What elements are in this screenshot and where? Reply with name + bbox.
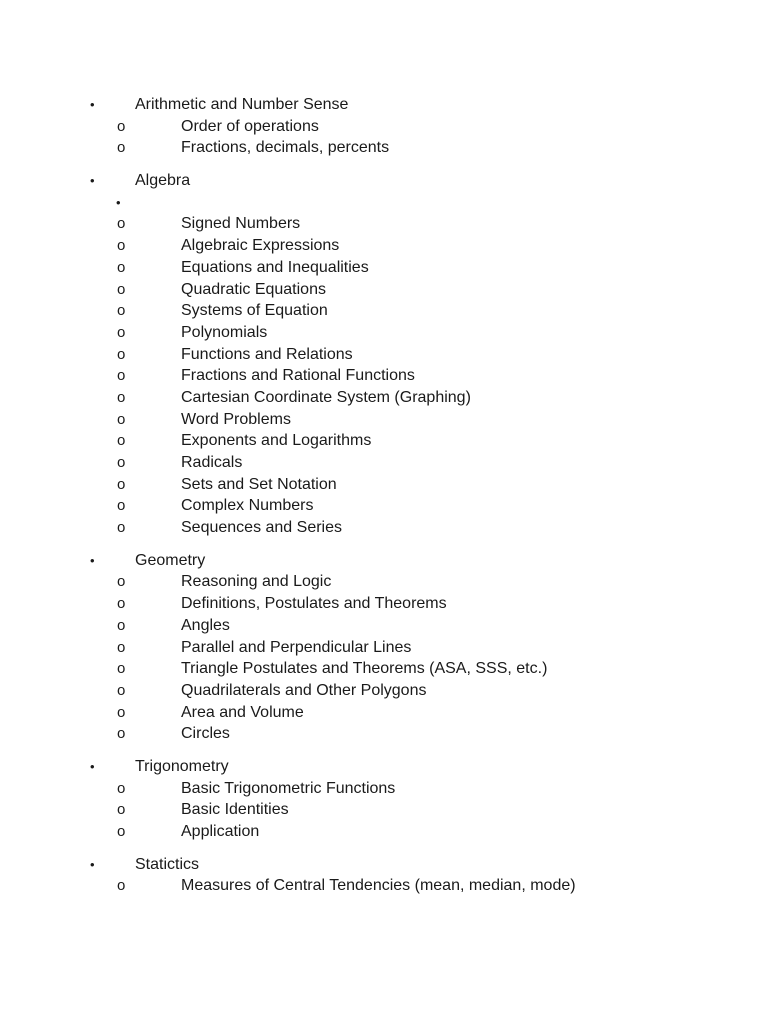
section-heading [0,170,768,192]
list-item-text: Area and Volume [181,703,304,721]
sub-bullet-icon: o [117,638,126,656]
outline-section [0,756,768,843]
bullet-icon: • [90,173,95,189]
list-item [0,365,768,387]
outline-section [0,550,768,745]
sub-bullet-icon: o [117,367,126,385]
sub-bullet-icon: o [117,616,126,634]
outline-section [0,170,768,539]
list-item [0,116,768,138]
section-title: Statictics [135,855,200,873]
bullet-icon: • [90,856,95,872]
list-item-text: Definitions, Postulates and Theorems [181,595,447,613]
list-item-text: Radicals [181,454,243,471]
list-item-text: Triangle Postulates and Theorems (ASA, SSS, etc.) [181,660,548,678]
sub-bullet-icon: o [117,497,126,515]
sub-bullet-icon: o [117,573,126,591]
list-item-text: Parallel and Perpendicular Lines [181,638,412,656]
list-item [0,571,768,593]
sub-bullet-icon: o [117,302,126,320]
list-item [0,344,768,366]
bullet-icon: • [116,194,121,210]
list-item [0,235,768,257]
list-item [0,257,768,279]
list-item [0,517,768,539]
sub-bullet-icon: o [117,454,126,471]
sub-bullet-icon: o [117,877,126,895]
sub-bullet-icon: o [117,139,126,157]
sub-bullet-icon: o [117,823,126,840]
sub-bullet-icon: o [117,801,126,819]
sub-bullet-icon: o [117,258,126,276]
list-item-text: Angles [181,616,230,634]
list-item-text: Fractions and Rational Functions [181,367,415,385]
section-title: Algebra [135,172,191,190]
outline-section [0,854,768,897]
list-item-text: Basic Identities [181,801,289,819]
list-item-text: Measures of Central Tendencies (mean, median, mode) [181,877,576,895]
section-heading [0,550,768,572]
list-item [0,799,768,821]
sub-bullet-icon: o [117,432,126,450]
sub-bullet-icon: o [117,117,126,135]
list-item [0,452,768,474]
sub-bullet-icon: o [117,237,126,255]
list-item [0,137,768,159]
list-item-text: Algebraic Expressions [181,237,340,255]
list-item [0,658,768,680]
sub-bullet-icon: o [117,703,126,721]
sub-bullet-icon: o [117,475,126,493]
sub-bullet-icon: o [117,410,126,428]
list-item-text: Word Problems [181,410,291,428]
list-item [0,279,768,301]
list-item-text: Functions and Relations [181,345,353,363]
list-item-text: Signed Numbers [181,215,301,233]
list-item-text: Sets and Set Notation [181,475,337,493]
list-item-text: Polynomials [181,323,268,341]
list-item [0,637,768,659]
list-item [0,593,768,615]
list-item [0,778,768,800]
bullet-icon: • [90,552,95,568]
list-item [0,409,768,431]
list-item [0,702,768,724]
list-item [0,495,768,517]
sub-bullet-icon: o [117,345,126,363]
topic-outline [0,94,768,908]
list-item [0,821,768,843]
list-item [0,213,768,235]
list-item [0,875,768,897]
list-item-text: Quadratic Equations [181,280,326,298]
sub-bullet-icon: o [117,725,126,743]
list-item-text: Fractions, decimals, percents [181,139,390,157]
list-item-text: Application [181,823,260,840]
bullet-icon: • [90,97,95,112]
list-item [0,723,768,745]
section-heading [0,94,768,116]
section-heading [0,854,768,876]
list-item [0,322,768,344]
sub-bullet-icon: o [117,660,126,678]
sub-bullet-icon: o [117,388,126,406]
sub-bullet-icon: o [117,595,126,613]
outline-section [0,94,768,159]
section-heading [0,756,768,778]
list-item-text: Reasoning and Logic [181,573,332,591]
list-item-text: Order of operations [181,117,319,135]
list-item-text: Equations and Inequalities [181,258,369,276]
sub-bullet-icon: o [117,215,126,233]
list-item-text: Complex Numbers [181,497,314,515]
list-item-text: Basic Trigonometric Functions [181,779,396,797]
list-item [0,680,768,702]
section-title: Geometry [135,551,206,569]
section-title: Trigonometry [135,757,229,775]
bullet-icon: • [90,758,95,774]
list-item-text: Quadrilaterals and Other Polygons [181,681,427,699]
list-item [0,300,768,322]
sub-bullet-icon: o [117,779,126,797]
list-item-text: Circles [181,725,230,743]
list-item [0,430,768,452]
list-item [0,474,768,496]
list-item [0,387,768,409]
sub-bullet-icon: o [117,681,126,699]
empty-list-item [0,192,768,214]
list-item-text: Cartesian Coordinate System (Graphing) [181,388,471,406]
section-title: Arithmetic and Number Sense [135,96,349,113]
sub-bullet-icon: o [117,280,126,298]
list-item-text: Sequences and Series [181,519,342,537]
list-item [0,615,768,637]
sub-bullet-icon: o [117,323,126,341]
list-item-text: Systems of Equation [181,302,328,320]
sub-bullet-icon: o [117,519,126,537]
list-item-text: Exponents and Logarithms [181,432,372,450]
